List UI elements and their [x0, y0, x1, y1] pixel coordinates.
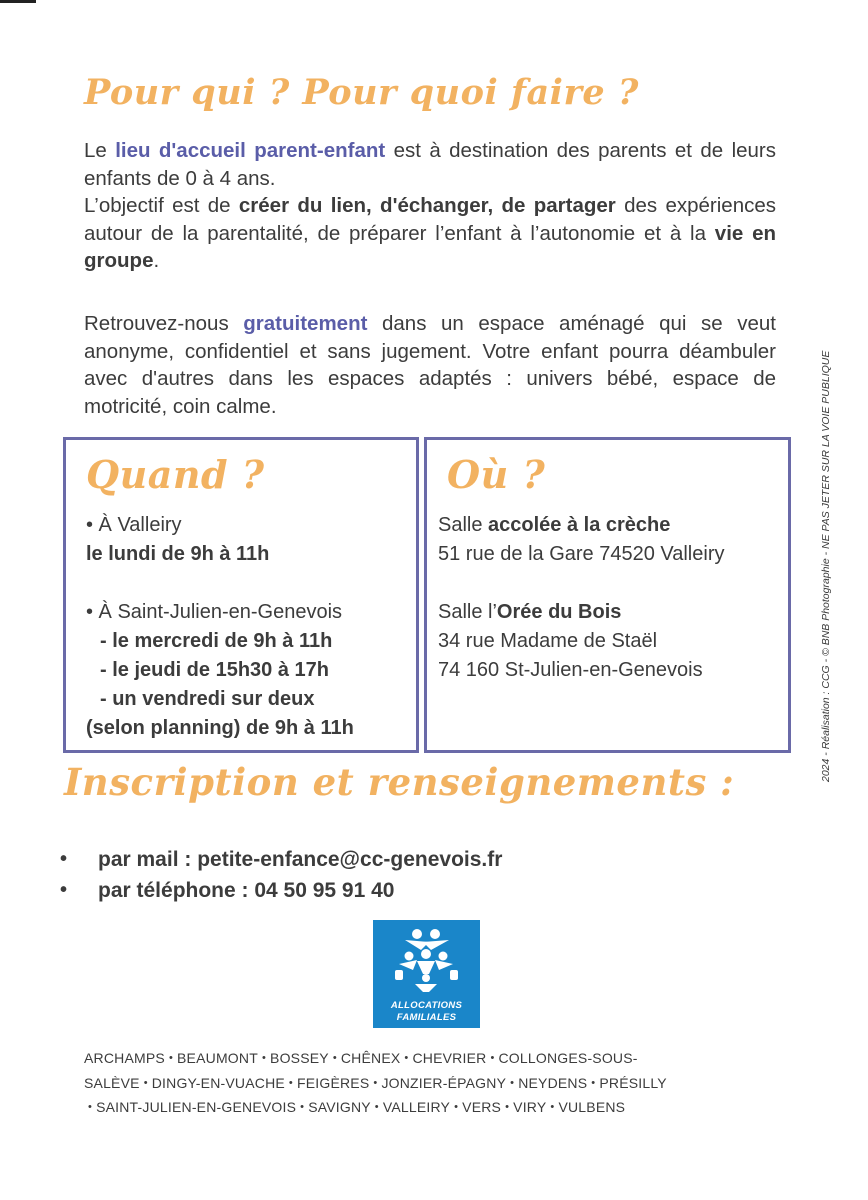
commune: BEAUMONT	[177, 1050, 258, 1066]
venue-2-bold: Orée du Bois	[496, 601, 622, 623]
caf-logo-text-1: ALLOCATIONS	[390, 1000, 463, 1011]
commune: CHEVRIER	[412, 1050, 487, 1066]
contact-phone[interactable]: • par téléphone : 04 50 95 91 40	[60, 875, 502, 906]
quand-title: Quand ?	[86, 452, 265, 497]
intro-text: Retrouvez-nous	[84, 312, 244, 335]
commune: SAVIGNY	[308, 1099, 371, 1115]
scan-artifact-mark	[0, 0, 36, 3]
schedule-planning: (selon planning) de 9h à 11h	[86, 717, 354, 739]
schedule-valleiry: le lundi de 9h à 11h	[86, 543, 270, 565]
intro-paragraph-2	[84, 310, 776, 420]
caf-logo	[373, 920, 480, 1028]
commune: COLLONGES-SOUS-	[498, 1050, 638, 1066]
commune: NEYDENS	[518, 1074, 588, 1091]
family-figures-icon	[373, 920, 480, 1000]
ou-box	[424, 437, 791, 753]
ou-title: Où ?	[447, 452, 546, 497]
caf-logo-text-2: FAMILIALES	[396, 1012, 457, 1023]
commune: PRÉSILLY	[599, 1074, 667, 1091]
intro-paragraph-1	[84, 137, 776, 275]
commune: DINGY-EN-VUACHE	[151, 1074, 285, 1091]
venue-2-prefix: Salle l’	[438, 601, 497, 623]
contact-list	[60, 844, 502, 906]
communes-line-2: SALÈVE • DINGY-EN-VUACHE • FEIGÈRES • JONZIER-ÉPAGNY • NEYDENS • PRÉSILLY	[84, 1074, 667, 1091]
intro-highlight-gratuit: gratuitement	[243, 312, 368, 335]
schedule-jeudi: - le jeudi de 15h30 à 17h	[100, 659, 329, 681]
venue-2-address-2: 74 160 St-Julien-en-Genevois	[438, 659, 703, 681]
schedule-vendredi: - un vendredi sur deux	[100, 688, 315, 710]
commune: BOSSEY	[270, 1050, 329, 1066]
commune: SAINT-JULIEN-EN-GENEVOIS	[96, 1099, 297, 1115]
commune: CHÊNEX	[340, 1050, 401, 1066]
intro-text: dans un espace aménagé qui se veut anonyme, confidentiel et sans jugement. Votre enfant pourra déambuler avec d'autres dans les espaces adaptés : univers bébé, espace de motricité, coin calme.	[84, 312, 776, 418]
location-saint-julien: • À Saint-Julien-en-Genevois	[86, 601, 343, 623]
intro-bold-objectif: créer du lien, d'échanger, de partager	[238, 194, 616, 217]
commune: VULBENS	[558, 1099, 626, 1115]
intro-text: .	[153, 249, 160, 272]
venue-2-address-1: 34 rue Madame de Staël	[438, 630, 658, 652]
quand-body	[86, 511, 416, 743]
schedule-mercredi: - le mercredi de 9h à 11h	[100, 630, 333, 652]
communes-list	[84, 1046, 776, 1120]
intro-bold-groupe: vie en groupe	[84, 221, 777, 272]
commune: VERS	[462, 1099, 502, 1115]
commune: VALLEIRY	[382, 1099, 451, 1115]
venue-1-address: 51 rue de la Gare 74520 Valleiry	[438, 543, 725, 565]
credit-vertical-text: 2024 - Réalisation : CCG - © BNB Photographie - NE PAS JETER SUR LA VOIE PUBLIQUE	[820, 350, 832, 782]
commune: ARCHAMPS	[84, 1050, 165, 1066]
venue-2-name	[438, 598, 788, 627]
ou-body	[438, 511, 788, 685]
commune: FEIGÈRES	[296, 1074, 370, 1091]
intro-text: L’objectif est de	[84, 194, 239, 217]
intro-text: des expériences autour de la parentalité, de préparer l’enfant à l’autonomie et à la	[84, 194, 776, 245]
communes-line-1: ARCHAMPS • BEAUMONT • BOSSEY • CHÊNEX • CHEVRIER • COLLONGES-SOUS-	[84, 1050, 638, 1066]
venue-1-prefix: Salle	[438, 514, 489, 536]
contact-mail[interactable]: • par mail : petite-enfance@cc-genevois.fr	[60, 844, 502, 875]
venue-1-bold: accolée à la crèche	[488, 514, 671, 536]
commune: SALÈVE	[84, 1074, 140, 1091]
quand-box	[63, 437, 419, 753]
intro-text: Le	[84, 139, 116, 162]
commune: VIRY	[513, 1099, 547, 1115]
venue-1-name	[438, 511, 788, 540]
commune: JONZIER-ÉPAGNY	[381, 1074, 507, 1091]
communes-line-3: • SAINT-JULIEN-EN-GENEVOIS • SAVIGNY • VALLEIRY • VERS • VIRY • VULBENS	[88, 1099, 626, 1115]
intro-text: est à destination des parents et de leurs enfants de 0 à 4 ans.	[84, 139, 777, 190]
intro-highlight-lieu: lieu d'accueil parent-enfant	[115, 139, 386, 162]
section-title-pour-qui: Pour qui ? Pour quoi faire ?	[84, 72, 639, 113]
location-valleiry: • À Valleiry	[86, 514, 182, 536]
inscription-title: Inscription et renseignements :	[64, 760, 735, 804]
